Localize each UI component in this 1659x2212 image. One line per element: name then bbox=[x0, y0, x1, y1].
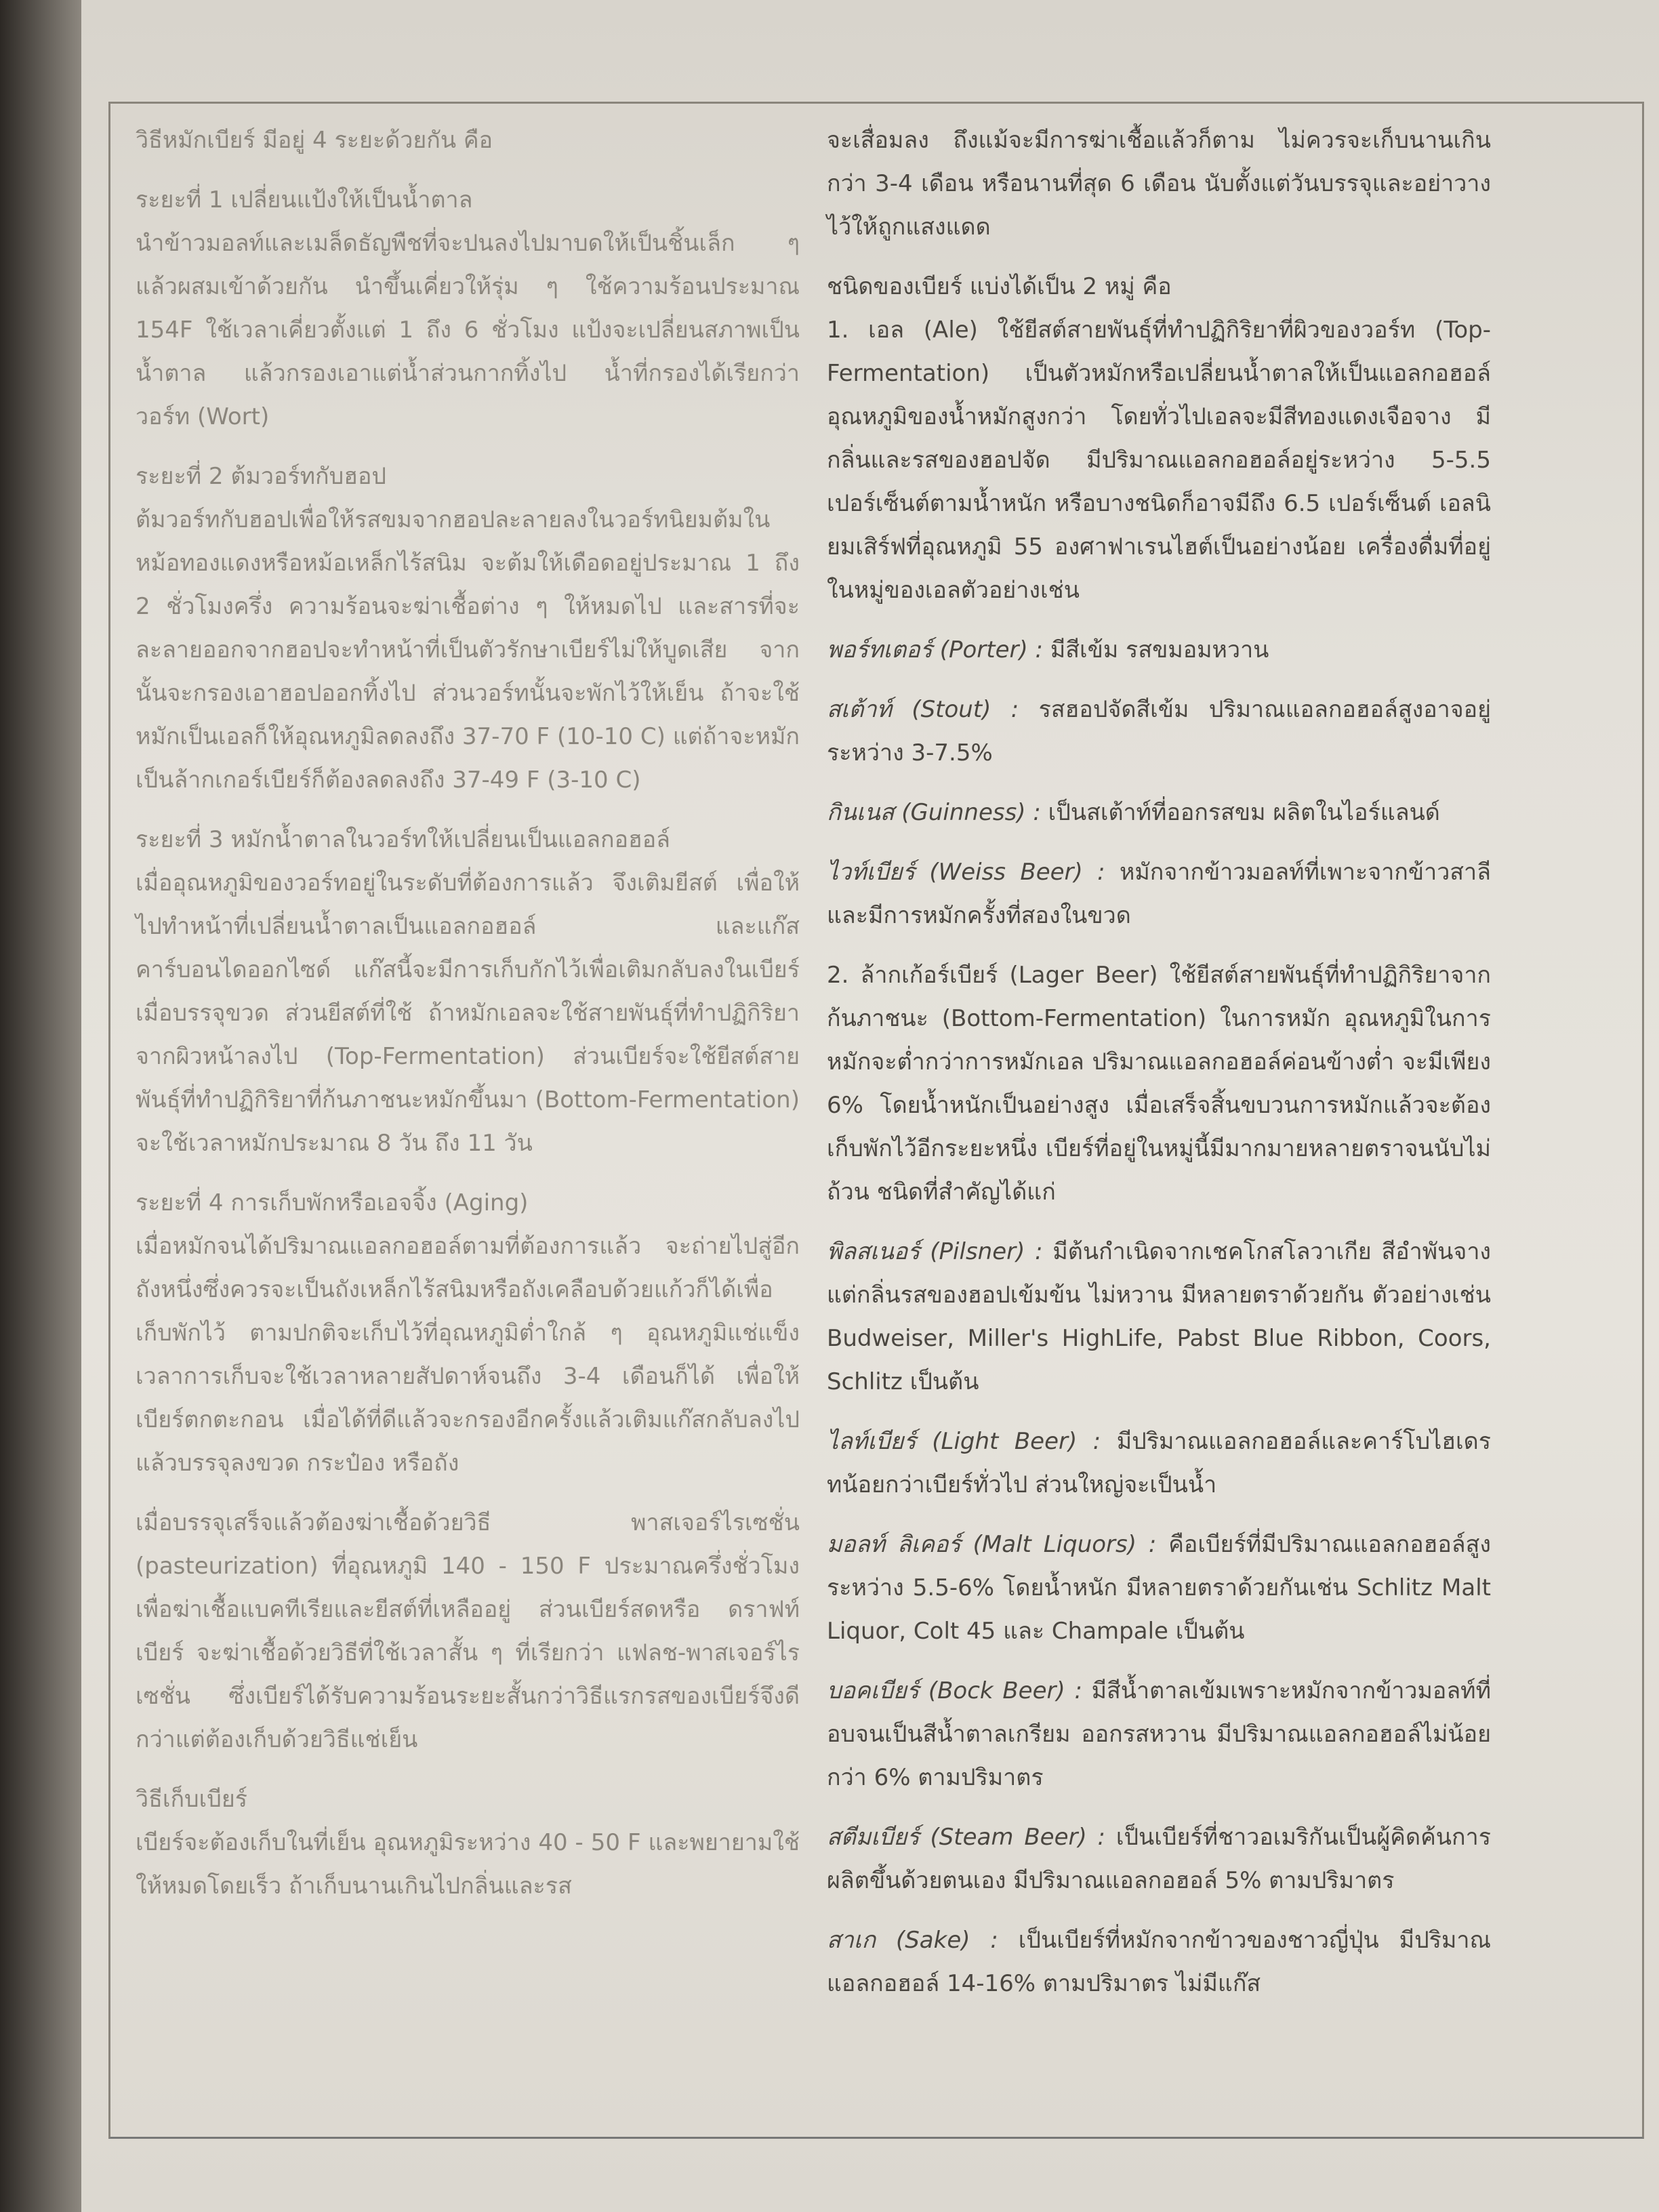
guinness-entry bbox=[827, 791, 1491, 834]
malt-liquor-description: คือเบียร์ที่มีปริมาณแอลกอฮอล์สูงระหว่าง 5.5-6% โดยน้ำหนัก มีหลายตราด้วยกันเช่น Schlitz Malt Liquor, Colt 45 และ Champale เป็นต้น bbox=[827, 1531, 1491, 1645]
light-beer-entry bbox=[827, 1420, 1491, 1507]
pilsner-term: พิลสเนอร์ (Pilsner) : bbox=[827, 1238, 1043, 1265]
stage4-text-2: เมื่อบรรจุเสร็จแล้วต้องฆ่าเชื้อด้วยวิธี พาสเจอร์ไรเซชั่น (pasteurization) ที่อุณหภูมิ 140 - 150 F ประมาณครึ่งชั่วโมง เพื่อฆ่าเชื้อแบคทีเรียและยีสต์ที่เหลืออยู่ ส่วนเบียร์สดหรือ ดราฟท์เบียร์ จะฆ่าเชื้อด้วยวิธีที่ใช้เวลาสั้น ๆ ที่เรียกว่า แฟลช-พาสเจอร์ไรเซชั่น ซึ่งเบียร์ได้รับความร้อนระยะสั้นกว่าวิธีแรกรสของเบียร์จึงดีกว่าแต่ต้องเก็บด้วยวิธีแช่เย็น bbox=[136, 1509, 800, 1753]
sake-term: สาเก (Sake) : bbox=[827, 1927, 998, 1954]
weiss-description: หมักจากข้าวมอลท์ที่เพาะจากข้าวสาลีและมีการหมักครั้งที่สองในขวด bbox=[827, 859, 1491, 929]
stage1-heading: ระยะที่ 1 เปลี่ยนแป้งให้เป็นน้ำตาล bbox=[136, 186, 473, 213]
left-column bbox=[136, 119, 800, 1924]
stout-term: สเต้าท์ (Stout) : bbox=[827, 696, 1019, 723]
light-beer-term: ไลท์เบียร์ (Light Beer) : bbox=[827, 1428, 1101, 1455]
bock-description: มีสีน้ำตาลเข้มเพราะหมักจากข้าวมอลท์ที่อบจนเป็นสีน้ำตาลเกรียม ออกรสหวาน มีปริมาณแอลกอฮอล์ไม่น้อยกว่า 6% ตามปริมาตร bbox=[827, 1677, 1491, 1791]
stage3-text: เมื่ออุณหภูมิของวอร์ทอยู่ในระดับที่ต้องการแล้ว จึงเติมยีสต์ เพื่อให้ไปทำหน้าที่เปลี่ยนน้ำตาลเป็นแอลกอฮอล์ และแก๊สคาร์บอนไดออกไซด์ แก๊สนี้จะมีการเก็บกักไว้เพื่อเติมกลับลงในเบียร์เมื่อบรรจุขวด ส่วนยีสต์ที่ใช้ ถ้าหมักเอลจะใช้สายพันธุ์ที่ทำปฏิกิริยาจากผิวหน้าลงไป (Top-Fermentation) ส่วนเบียร์จะใช้ยีสต์สายพันธุ์ที่ทำปฏิกิริยาที่ก้นภาชนะหมักขึ้นมา (Bottom-Fermentation) จะใช้เวลาหมักประมาณ 8 วัน ถึง 11 วัน bbox=[136, 869, 800, 1157]
stage2-heading: ระยะที่ 2 ต้มวอร์ทกับฮอป bbox=[136, 463, 386, 490]
stout-description: รสฮอปจัดสีเข้ม ปริมาณแอลกอฮอล์สูงอาจอยู่ระหว่าง 3-7.5% bbox=[827, 696, 1492, 766]
malt-liquor-term: มอลท์ ลิเคอร์ (Malt Liquors) : bbox=[827, 1531, 1157, 1558]
right-column bbox=[827, 119, 1491, 2022]
sake-entry bbox=[827, 1919, 1491, 2005]
weiss-entry bbox=[827, 851, 1491, 937]
beer-types-heading: ชนิดของเบียร์ แบ่งได้เป็น 2 หมู่ คือ bbox=[827, 273, 1172, 300]
lager-text: 2. ล้ากเก้อร์เบียร์ (Lager Beer) ใช้ยีสต์สายพันธุ์ที่ทำปฏิกิริยาจากก้นภาชนะ (Bottom-Fermentation) ในการหมัก อุณหภูมิในการหมักจะต่ำกว่าการหมักเอล ปริมาณแอลกอฮอล์ค่อนข้างต่ำ จะมีเพียง 6% โดยน้ำหนักเป็นอย่างสูง เมื่อเสร็จสิ้นขบวนการหมักแล้วจะต้องเก็บพักไว้อีกระยะหนึ่ง เบียร์ที่อยู่ในหมู่นี้มีมากมายหลายตราจนนับไม่ถ้วน ชนิดที่สำคัญได้แก่ bbox=[827, 962, 1491, 1206]
storage-text-continued: จะเสื่อมลง ถึงแม้จะมีการฆ่าเชื้อแล้วก็ตาม ไม่ควรจะเก็บนานเกินกว่า 3-4 เดือน หรือนานที่สุด 6 เดือน นับตั้งแต่วันบรรจุและอย่าวางไว้ให้ถูกแสงแดด bbox=[827, 127, 1491, 241]
ale-text: 1. เอล (Ale) ใช้ยีสต์สายพันธุ์ที่ทำปฏิกิริยาที่ผิวของวอร์ท (Top-Fermentation) เป็นตัวหมักหรือเปลี่ยนน้ำตาลให้เป็นแอลกอฮอล์ อุณหภูมิของน้ำหมักสูงกว่า โดยทั่วไปเอลจะมีสีทองแดงเจือจาง มีกลิ่นและรสของฮอปจัด มีปริมาณแอลกอฮอล์อยู่ระหว่าง 5-5.5 เปอร์เซ็นต์ตามน้ำหนัก หรือบางชนิดก็อาจมีถึง 6.5 เปอร์เซ็นต์ เอลนิยมเสิร์ฟที่อุณหภูมิ 55 องศาฟาเรนไฮต์เป็นอย่างน้อย เครื่องดื่มที่อยู่ในหมู่ของเอลตัวอย่างเช่น bbox=[827, 316, 1491, 604]
steam-term: สตีมเบียร์ (Steam Beer) : bbox=[827, 1824, 1105, 1851]
bock-entry bbox=[827, 1669, 1491, 1799]
pilsner-description: มีต้นกำเนิดจากเชคโกสโลวาเกีย สีอำพันจาง แต่กลิ่นรสของฮอปเข้มข้น ไม่หวาน มีหลายตราด้วยกัน ตัวอย่างเช่น Budweiser, Miller's HighLife, Pabst Blue Ribbon, Coors, Schlitz เป็นต้น bbox=[827, 1238, 1492, 1395]
storage-text: เบียร์จะต้องเก็บในที่เย็น อุณหภูมิระหว่าง 40 - 50 F และพยายามใช้ให้หมดโดยเร็ว ถ้าเก็บนานเกินไปกลิ่นและรส bbox=[136, 1829, 800, 1900]
stage4-heading: ระยะที่ 4 การเก็บพักหรือเอจจิ้ง (Aging) bbox=[136, 1189, 529, 1216]
light-beer-description: มีปริมาณแอลกอฮอล์และคาร์โบไฮเดรทน้อยกว่าเบียร์ทั่วไป ส่วนใหญ่จะเป็นน้ำ bbox=[827, 1428, 1491, 1498]
stage1-text: นำข้าวมอลท์และเมล็ดธัญพืชที่จะปนลงไปมาบดให้เป็นชิ้นเล็ก ๆ แล้วผสมเข้าด้วยกัน นำขึ้นเคี่ยวให้รุ่ม ๆ ใช้ความร้อนประมาณ 154F ใช้เวลาเคี่ยวตั้งแต่ 1 ถึง 6 ชั่วโมง แป้งจะเปลี่ยนสภาพเป็นน้ำตาล แล้วกรองเอาแต่น้ำส่วนกากทิ้งไป น้ำที่กรองได้เรียกว่า วอร์ท (Wort) bbox=[136, 230, 800, 430]
storage-heading: วิธีเก็บเบียร์ bbox=[136, 1786, 248, 1813]
sake-description: เป็นเบียร์ที่หมักจากข้าวของชาวญี่ปุ่น มีปริมาณแอลกอฮอล์ 14-16% ตามปริมาตร ไม่มีแก๊ส bbox=[827, 1927, 1491, 1997]
porter-description: มีสีเข้ม รสขมอมหวาน bbox=[1050, 636, 1269, 663]
malt-liquor-entry bbox=[827, 1523, 1491, 1653]
guinness-term: กินเนส (Guinness) : bbox=[827, 799, 1041, 826]
stage3-heading: ระยะที่ 3 หมักน้ำตาลในวอร์ทให้เปลี่ยนเป็นแอลกอฮอล์ bbox=[136, 826, 670, 853]
stout-entry bbox=[827, 688, 1491, 775]
intro-text: วิธีหมักเบียร์ มีอยู่ 4 ระยะด้วยกัน คือ bbox=[136, 127, 493, 154]
steam-entry bbox=[827, 1816, 1491, 1902]
porter-entry bbox=[827, 628, 1491, 672]
porter-term: พอร์ทเตอร์ (Porter) : bbox=[827, 636, 1043, 663]
guinness-description: เป็นสเต้าท์ที่ออกรสขม ผลิตในไอร์แลนด์ bbox=[1048, 799, 1440, 826]
weiss-term: ไวท์เบียร์ (Weiss Beer) : bbox=[827, 859, 1105, 886]
stage4-text-1: เมื่อหมักจนได้ปริมาณแอลกอฮอล์ตามที่ต้องการแล้ว จะถ่ายไปสู่อีกถังหนึ่งซึ่งควรจะเป็นถังเหล็กไร้สนิมหรือถังเคลือบด้วยแก้วก็ได้เพื่อเก็บพักไว้ ตามปกติจะเก็บไว้ที่อุณหภูมิต่ำใกล้ ๆ อุณหภูมิแช่แข็ง เวลาการเก็บจะใช้เวลาหลายสัปดาห์จนถึง 3-4 เดือนก็ได้ เพื่อให้เบียร์ตกตะกอน เมื่อได้ที่ดีแล้วจะกรองอีกครั้งแล้วเติมแก๊สกลับลงไปแล้วบรรจุลงขวด กระป๋อง หรือถัง bbox=[136, 1233, 800, 1477]
stage2-text: ต้มวอร์ทกับฮอปเพื่อให้รสขมจากฮอปละลายลงในวอร์ทนิยมต้มในหม้อทองแดงหรือหม้อเหล็กไร้สนิม จะต้มให้เดือดอยู่ประมาณ 1 ถึง 2 ชั่วโมงครึ่ง ความร้อนจะฆ่าเชื้อต่าง ๆ ให้หมดไป และสารที่จะละลายออกจากฮอปจะทำหน้าที่เป็นตัวรักษาเบียร์ไม่ให้บูดเสีย จากนั้นจะกรองเอาฮอปออกทิ้งไป ส่วนวอร์ทนั้นจะพักไว้ให้เย็น ถ้าจะใช้หมักเป็นเอลก็ให้อุณหภูมิลดลงถึง 37-70 F (10-10 C) แต่ถ้าจะหมักเป็นล้ากเกอร์เบียร์ก็ต้องลดลงถึง 37-49 F (3-10 C) bbox=[136, 506, 800, 794]
bock-term: บอคเบียร์ (Bock Beer) : bbox=[827, 1677, 1082, 1704]
steam-description: เป็นเบียร์ที่ชาวอเมริกันเป็นผู้คิดค้นการผลิตขึ้นด้วยตนเอง มีปริมาณแอลกอฮอล์ 5% ตามปริมาตร bbox=[827, 1824, 1491, 1894]
pilsner-entry bbox=[827, 1230, 1491, 1404]
